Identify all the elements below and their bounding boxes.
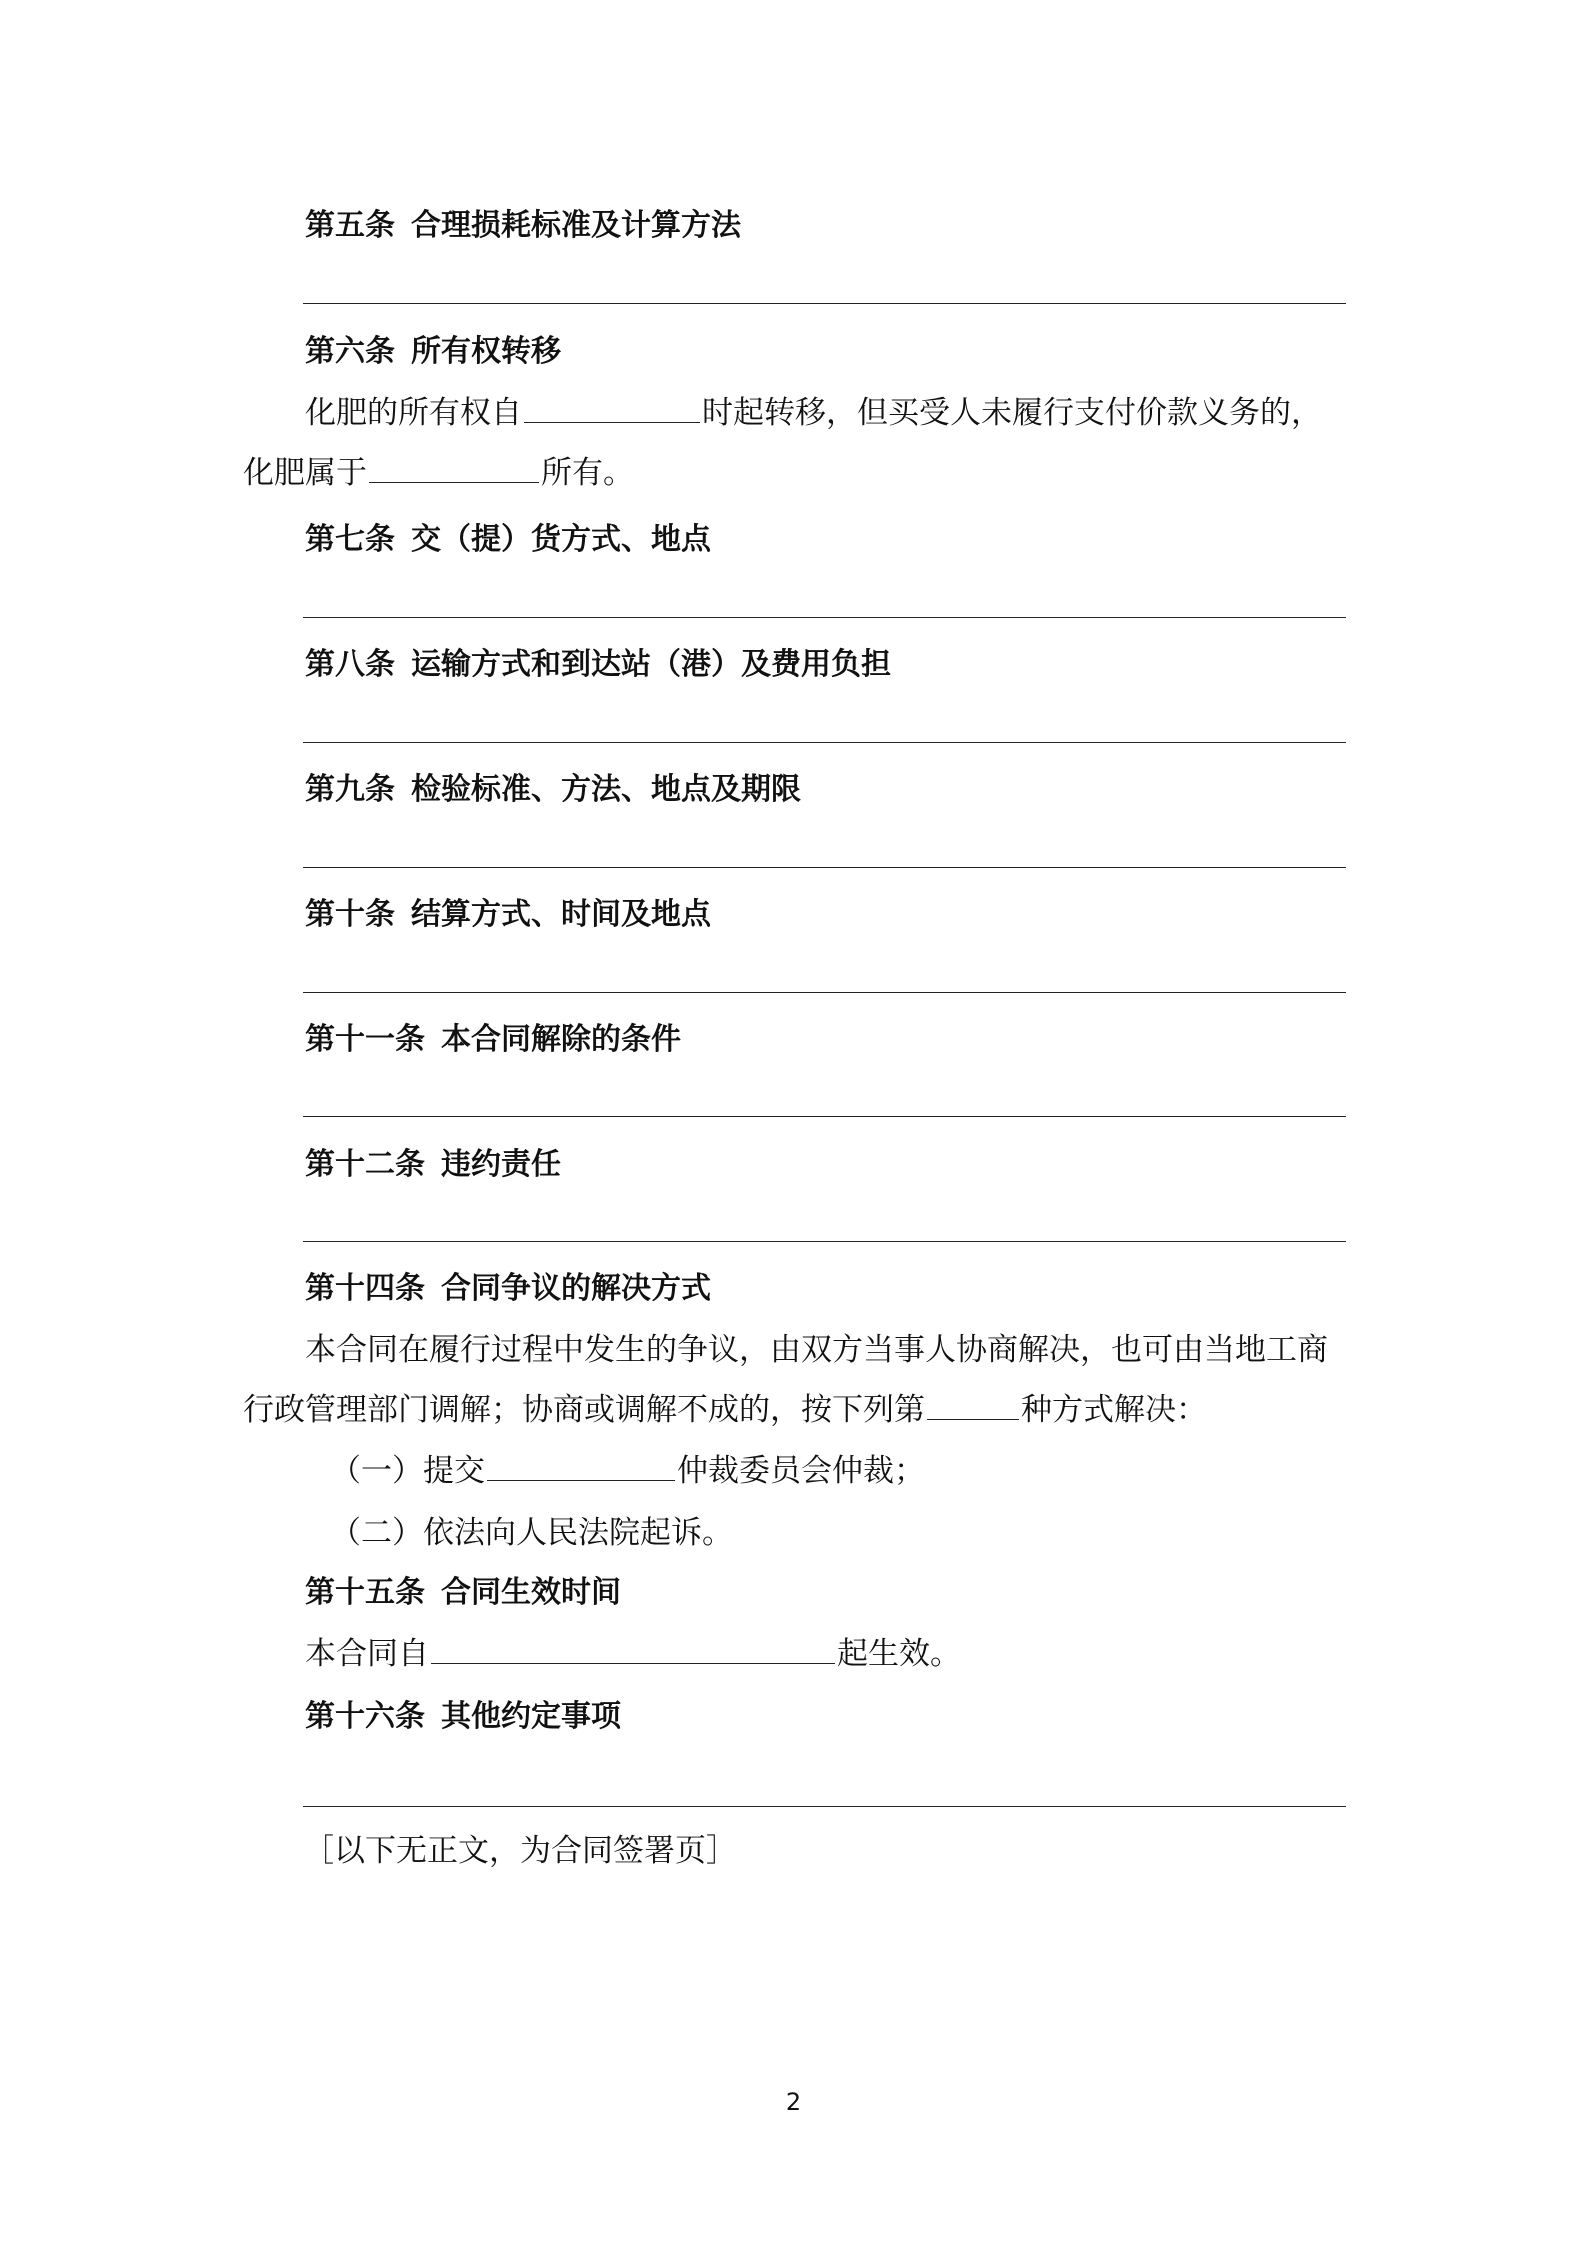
- fill-in-line: [303, 1241, 1346, 1242]
- article-title: 运输方式和到达站（港）及费用负担: [411, 647, 891, 682]
- article-12-heading: [305, 1145, 561, 1185]
- dispute-clause-line-2: [243, 1389, 1207, 1431]
- dispute-clause-line-1: [305, 1329, 1328, 1371]
- article-6-heading: [305, 332, 561, 372]
- article-title: 交（提）货方式、地点: [411, 522, 711, 557]
- fill-in-line: [303, 992, 1346, 993]
- article-15-heading: [305, 1573, 621, 1613]
- clause-text: 化肥的所有权自: [305, 395, 522, 431]
- article-title: 合同争议的解决方式: [441, 1271, 711, 1306]
- fill-in-line: [303, 617, 1346, 618]
- article-14-heading: [305, 1269, 711, 1309]
- clause-text: 本合同在履行过程中发生的争议，由双方当事人协商解决，也可由当地工商: [305, 1332, 1328, 1368]
- end-of-text-note: ［以下无正文，为合同签署页］: [303, 1833, 737, 1869]
- clause-text: （一）提交: [330, 1453, 485, 1489]
- ownership-clause-line-2: [243, 452, 634, 494]
- fill-in-line: [303, 1116, 1346, 1117]
- clause-text: （二）依法向人民法院起诉。: [330, 1515, 733, 1551]
- article-number: 第九条: [305, 772, 395, 807]
- dispute-option-2: [330, 1512, 733, 1554]
- article-number: 第六条: [305, 334, 395, 369]
- article-title: 违约责任: [441, 1147, 561, 1182]
- article-5-heading: [305, 206, 741, 246]
- effective-clause: [305, 1633, 961, 1675]
- article-10-heading: [305, 895, 711, 935]
- fill-in-line: [303, 1806, 1346, 1807]
- fill-in-line: [303, 303, 1346, 304]
- article-title: 检验标准、方法、地点及期限: [411, 772, 801, 807]
- article-number: 第十四条: [305, 1271, 425, 1306]
- clause-text: 所有。: [541, 455, 634, 491]
- fill-in-line: [303, 742, 1346, 743]
- blank-field: [431, 1633, 835, 1664]
- clause-text: 化肥属于: [243, 455, 367, 491]
- article-title: 其他约定事项: [441, 1699, 621, 1734]
- clause-text: 时起转移，但买受人未履行支付价款义务的，: [702, 395, 1322, 431]
- article-title: 所有权转移: [411, 334, 561, 369]
- article-number: 第十条: [305, 897, 395, 932]
- article-16-heading: [305, 1697, 621, 1737]
- clause-text: 种方式解决：: [1021, 1392, 1207, 1428]
- ownership-clause-line-1: [305, 392, 1322, 434]
- article-title: 合理损耗标准及计算方法: [411, 208, 741, 243]
- clause-text: 仲裁委员会仲裁；: [677, 1453, 925, 1489]
- article-number: 第十一条: [305, 1022, 425, 1057]
- article-number: 第八条: [305, 647, 395, 682]
- article-number: 第七条: [305, 522, 395, 557]
- dispute-option-1: [330, 1450, 925, 1492]
- blank-field: [487, 1450, 675, 1481]
- blank-field: [369, 452, 539, 483]
- clause-text: 起生效。: [837, 1636, 961, 1672]
- article-number: 第十五条: [305, 1575, 425, 1610]
- clause-text: 本合同自: [305, 1636, 429, 1672]
- blank-field: [927, 1389, 1019, 1420]
- article-7-heading: [305, 520, 711, 560]
- article-11-heading: [305, 1020, 681, 1060]
- article-9-heading: [305, 770, 801, 810]
- blank-field: [524, 392, 700, 423]
- fill-in-line: [303, 867, 1346, 868]
- article-title: 本合同解除的条件: [441, 1022, 681, 1057]
- article-number: 第五条: [305, 208, 395, 243]
- article-title: 合同生效时间: [441, 1575, 621, 1610]
- article-number: 第十六条: [305, 1699, 425, 1734]
- article-8-heading: [305, 645, 891, 685]
- page-number: 2: [785, 2088, 802, 2116]
- clause-text: 行政管理部门调解；协商或调解不成的，按下列第: [243, 1392, 925, 1428]
- article-title: 结算方式、时间及地点: [411, 897, 711, 932]
- article-number: 第十二条: [305, 1147, 425, 1182]
